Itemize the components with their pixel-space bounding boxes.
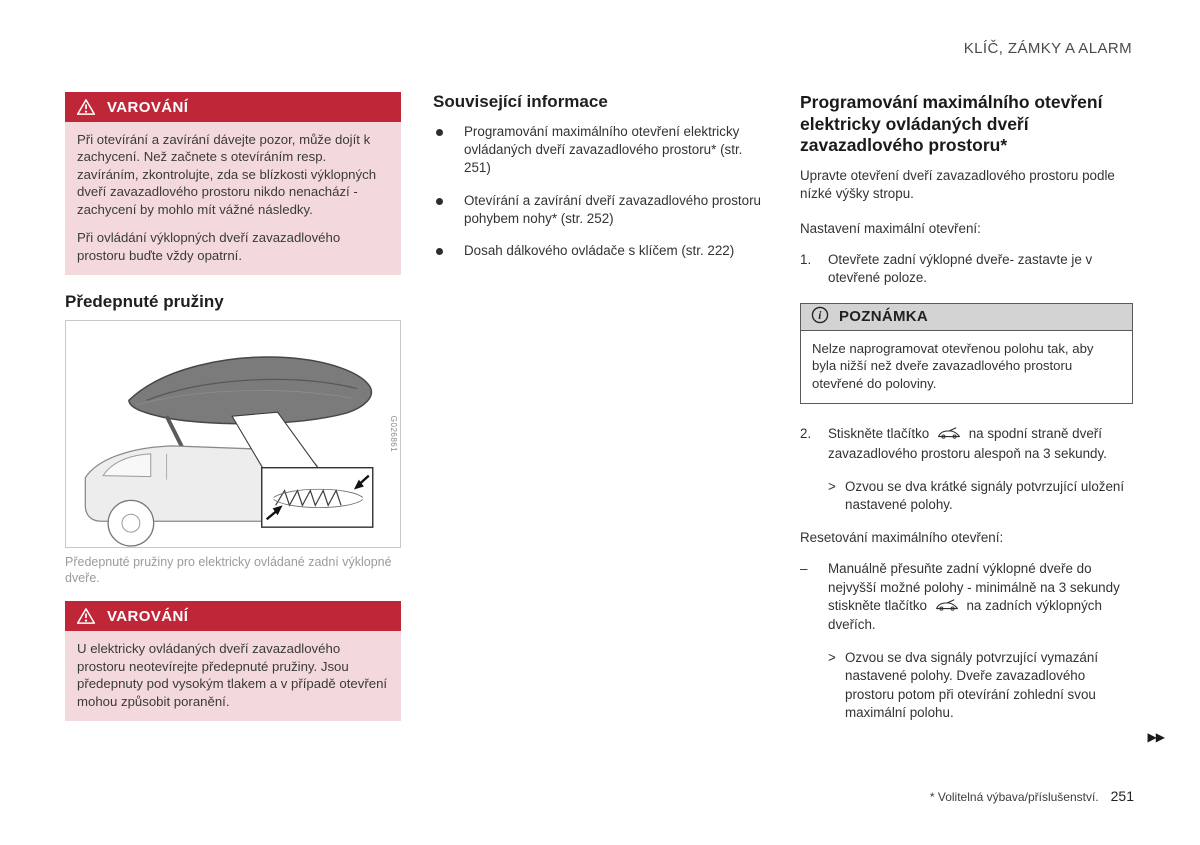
main-article-column xyxy=(800,92,1133,737)
set-procedure-heading: Nastavení maximální otevření: xyxy=(800,220,981,236)
step-1 xyxy=(800,251,1133,287)
related-link-text: Otevírání a zavírání dveří zavazadlového prostoru pohybem nohy* (str. 252) xyxy=(464,192,761,226)
left-column xyxy=(65,92,401,721)
step-text-before: Stiskněte tlačítko xyxy=(828,426,930,442)
tailgate-illustration xyxy=(65,320,401,548)
section-heading: Předepnuté pružiny xyxy=(65,291,224,311)
warning-body xyxy=(65,122,401,275)
step-number: 2. xyxy=(800,426,812,442)
warning-paragraph: Při ovládání výklopných dveří zavazadlového prostoru buďte vždy opatrní. xyxy=(77,230,341,263)
chapter-header: KLÍČ, ZÁMKY A ALARM xyxy=(963,40,1132,57)
svg-text:i: i xyxy=(818,309,822,322)
warning-triangle-icon xyxy=(76,98,96,116)
warning-box-top xyxy=(65,92,401,275)
figure-code: G026861 xyxy=(389,415,398,453)
warning-title: VAROVÁNÍ xyxy=(107,607,189,625)
warning-box-bottom xyxy=(65,601,401,721)
related-link-item xyxy=(433,123,763,178)
reset-item xyxy=(800,560,1133,634)
related-link-item xyxy=(433,242,763,260)
reset-text-after: na zadních výklopných dveřích. xyxy=(828,597,1102,633)
bullet-icon xyxy=(436,198,443,205)
step-text-after: na spodní straně dveří zavazadlového prostoru alespoň na 3 sekundy. xyxy=(828,426,1107,461)
related-link-text: Dosah dálkového ovládače s klíčem (str. 222) xyxy=(464,243,735,259)
result-text: Ozvou se dva signály potvrzující vymazání nastavené polohy. Dveře zavazadlového prostoru potom při otevírání zohlední svou maximální polohu. xyxy=(845,650,1099,720)
page-number: 251 xyxy=(1110,788,1134,804)
bullet-icon xyxy=(436,248,443,255)
reset-procedure-heading: Resetování maximálního otevření: xyxy=(800,530,1004,546)
related-link-text: Programování maximálního otevření elektricky ovládaných dveří zavazadlového prostoru* (str. 251) xyxy=(464,124,743,176)
article-intro: Upravte otevření dveří zavazadlového prostoru podle nízké výšky stropu. xyxy=(800,167,1115,201)
warning-paragraph: U elektricky ovládaných dveří zavazadlového prostoru neotevírejte předepnuté pružiny. Jsou předepnuty pod vysokým tlakem a v případě otevření mohou způsobit poranění. xyxy=(77,641,388,709)
reset-text xyxy=(828,560,1133,634)
reset-result xyxy=(828,649,1133,722)
figure-caption: Předepnuté pružiny pro elektricky ovládané zadní výklopné dveře. xyxy=(65,554,392,586)
warning-triangle-icon xyxy=(76,607,96,625)
note-text: Nelze naprogramovat otevřenou polohu tak, aby byla nižší než dveře zavazadlového prostoru otevřené do poloviny. xyxy=(812,340,1094,391)
tailgate-open-button-icon xyxy=(935,598,959,616)
note-header xyxy=(800,303,1133,330)
warning-header xyxy=(65,92,401,122)
note-body xyxy=(800,330,1133,405)
step-text: Otevřete zadní výklopné dveře- zastavte je v otevřené poloze. xyxy=(828,252,1093,286)
page-footer xyxy=(930,788,1134,804)
step-2 xyxy=(800,425,1133,462)
result-text: Ozvou se dva krátké signály potvrzující uložení nastavené polohy. xyxy=(845,478,1125,512)
warning-title: VAROVÁNÍ xyxy=(107,98,189,116)
warning-body xyxy=(65,631,401,721)
related-info-heading: Související informace xyxy=(433,92,608,111)
result-marker: > xyxy=(828,478,836,494)
result-marker: > xyxy=(828,650,836,666)
warning-header xyxy=(65,601,401,631)
tailgate-open-button-icon xyxy=(937,426,961,444)
page-continues-icon: ▶▶ xyxy=(1147,730,1164,744)
article-title: Programování maximálního otevření elektricky ovládaných dveří zavazadlového prostoru* xyxy=(800,92,1103,156)
car-open-tailgate-drawing xyxy=(66,321,400,547)
note-box xyxy=(800,303,1133,405)
dash-marker: – xyxy=(800,561,808,577)
related-info-column xyxy=(433,92,763,274)
bullet-icon xyxy=(436,129,443,136)
step-2-result xyxy=(828,478,1133,514)
related-link-item xyxy=(433,192,763,228)
reset-text-before: Manuálně přesuňte zadní výklopné dveře do nejvyšší možné polohy - minimálně na 3 sekundy stiskněte tlačítko xyxy=(828,561,1120,613)
step-text xyxy=(828,425,1133,462)
note-title: POZNÁMKA xyxy=(839,308,929,326)
info-circle-icon xyxy=(811,306,829,328)
option-footnote: * Volitelná výbava/příslušenství. xyxy=(929,790,1099,804)
warning-paragraph: Při otevírání a zavírání dávejte pozor, může dojít k zachycení. Než začnete s otevíráním resp. zavíráním, zkontrolujte, zda se blízkosti výklopných dveří zavazadlového prostoru nikdo nenachází - zachycení by mohlo mít vážné následky. xyxy=(77,132,377,217)
step-number: 1. xyxy=(800,252,812,268)
